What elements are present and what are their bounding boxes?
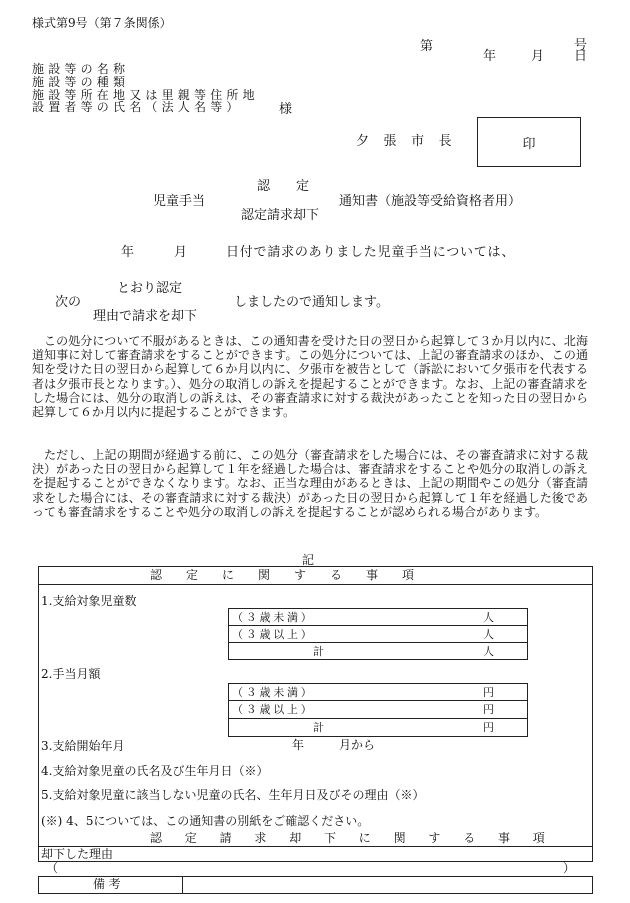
date-year-label: 年 <box>483 49 497 64</box>
divider <box>228 642 528 643</box>
start-month-label: 3.支給開始年月 <box>41 739 125 753</box>
seal-box <box>477 117 581 167</box>
notice-date-month: 月 <box>174 245 188 260</box>
title-suffix: 通知書（施設等受給資格者用） <box>339 194 522 209</box>
child-count-under3-label: （３歳未満） <box>232 611 315 624</box>
divider <box>228 718 528 719</box>
reason-paren-close: ） <box>563 861 576 875</box>
attachment-note: (※) 4、5については、この通知書の別紙をご確認ください。 <box>41 814 370 828</box>
record-label: 記 <box>302 553 315 567</box>
ineligible-children-label: 5.支給対象児童に該当しない児童の氏名、生年月日及びその理由（※） <box>41 788 425 802</box>
notice-choice-reject: 理由で請求を却下 <box>93 309 198 324</box>
notice-tail: しましたので通知します。 <box>234 295 389 310</box>
eligible-children-label: 4.支給対象児童の氏名及び生年月日（※） <box>41 764 269 778</box>
notice-lead: 次の <box>55 295 82 310</box>
facility-name-label: 施設等の名称 <box>32 62 130 76</box>
child-count-total-unit: 人 <box>483 645 494 658</box>
notice-date-rest: 日付で請求のありました児童手当については、 <box>226 245 516 260</box>
divider <box>228 625 528 626</box>
honorific: 様 <box>279 102 293 117</box>
form-number: 様式第9号（第７条関係） <box>32 16 172 30</box>
amount-under3-unit: 円 <box>483 686 494 699</box>
start-month-unit: 月から <box>339 738 376 752</box>
reason-paren-open: （ <box>46 861 59 875</box>
divider <box>182 876 183 894</box>
amount-total-label: 計 <box>313 721 324 734</box>
date-day-label: 日 <box>574 49 588 64</box>
rejection-heading: 認 定 請 求 却 下 に 関 す る 事 項 <box>150 831 551 845</box>
child-count-under3-unit: 人 <box>483 611 494 624</box>
remarks-label: 備考 <box>93 877 125 891</box>
seal-text: 印 <box>522 136 536 152</box>
title-option-reject: 認定請求却下 <box>241 208 320 223</box>
child-count-over3-label: （３歳以上） <box>232 628 315 641</box>
facility-type-label: 施設等の種類 <box>32 75 130 89</box>
rejection-reason-label: 却下した理由 <box>41 847 114 861</box>
issuer-name: 夕 張 市 長 <box>356 134 457 149</box>
child-count-label: 1.支給対象児童数 <box>41 594 137 608</box>
notice-choice-certify: とおり認定 <box>117 281 183 296</box>
founder-name-label: 設置者等の氏名（法人名等） <box>32 100 243 114</box>
doc-number-suffix: 号 <box>574 38 588 53</box>
start-year-unit: 年 <box>292 738 305 752</box>
amount-total-unit: 円 <box>483 721 494 734</box>
certified-heading: 認 定 に 関 す る 事 項 <box>150 568 421 582</box>
child-count-over3-unit: 人 <box>483 628 494 641</box>
amount-over3-label: （３歳以上） <box>232 703 315 716</box>
child-count-total-label: 計 <box>313 645 324 658</box>
title-prefix: 児童手当 <box>153 194 206 209</box>
monthly-amount-label: 2.手当月額 <box>41 667 101 681</box>
divider <box>38 584 593 585</box>
date-month-label: 月 <box>531 49 545 64</box>
divider <box>38 846 593 847</box>
facility-address-label: 施設等所在地又は里親等住所地 <box>32 88 259 102</box>
appeal-paragraph-1: この処分について不服があるときは、この通知書を受けた日の翌日から起算して３か月以内に、北海道知事に対して審査請求をすることができます。この処分については、上記の審査請求のほか、この通知を受けた日の翌日から起算して６か月以内に、夕張市を被告として（訴訟において夕張市を代表する者は夕張市長となります。）、処分の取消しの訴えを提起することができます。なお、上記の審査請求をした場合には、処分の取消しの訴えは、その審査請求に対する裁決があったことを知った日の翌日から起算して６か月以内に提起することができます。 <box>32 334 588 420</box>
doc-number-label: 第 <box>420 39 434 54</box>
appeal-paragraph-2: ただし、上記の期間が経過する前に、この処分（審査請求をした場合には、その審査請求に対する裁決）があった日の翌日から起算して１年を経過した場合は、審査請求をすることや処分の取消しの訴えを提起することができなくなります。なお、正当な理由があるときは、上記の期間やこの処分（審査請求をした場合には、その審査請求に対する裁決）があった日の翌日から起算して１年を経過した後であっても審査請求をすることや処分の取消しの訴えを提起することが認められる場合があります。 <box>32 448 588 519</box>
amount-under3-label: （３歳未満） <box>232 686 315 699</box>
title-option-certify: 認 定 <box>257 179 310 194</box>
notice-date-year: 年 <box>121 245 135 260</box>
divider <box>228 700 528 701</box>
amount-over3-unit: 円 <box>483 703 494 716</box>
